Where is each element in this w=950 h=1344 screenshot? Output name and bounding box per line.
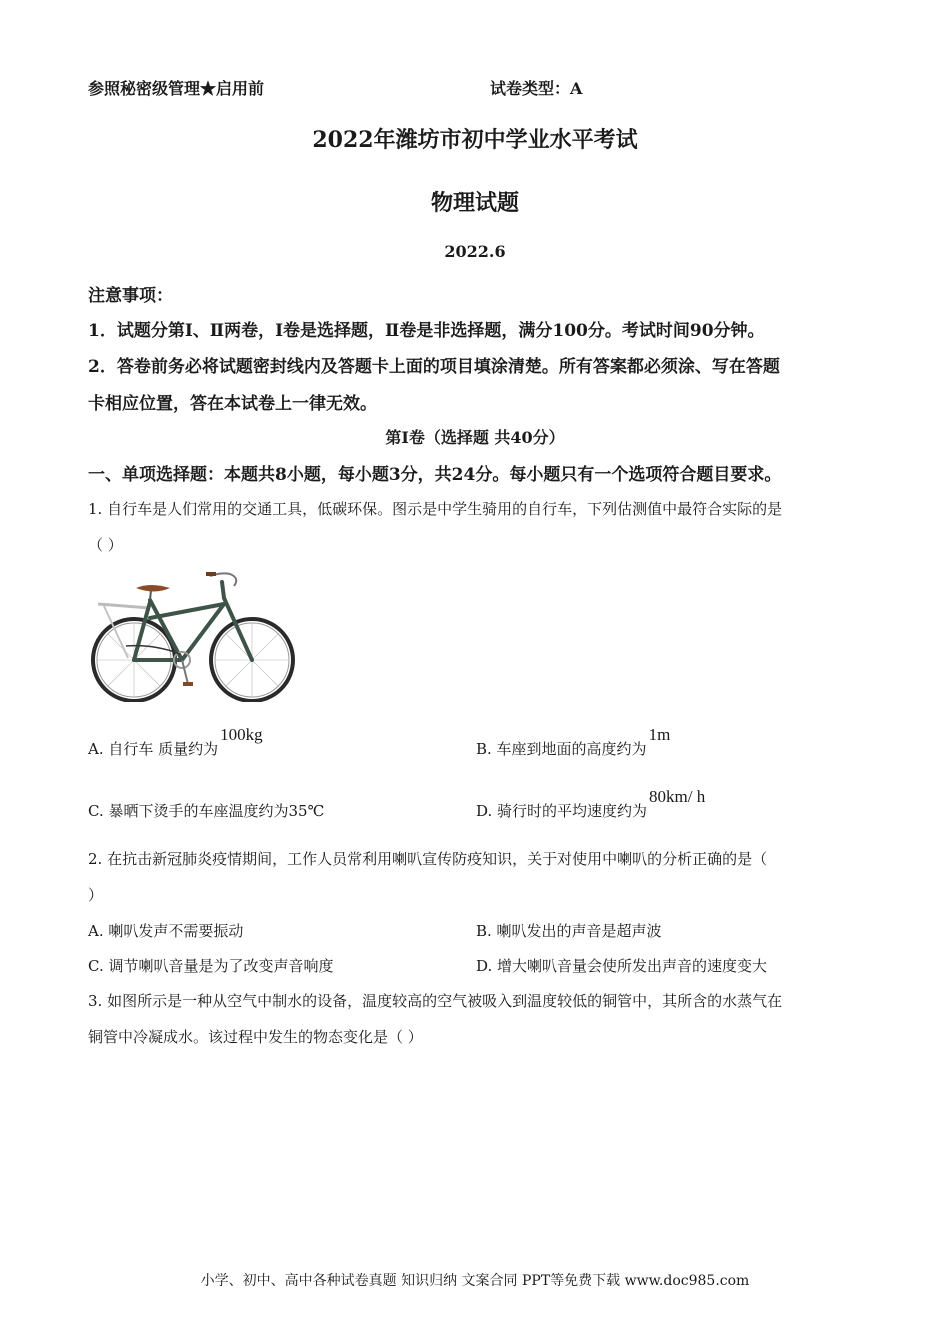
q2-stem-line-2: ） bbox=[88, 886, 104, 904]
section-title: 第Ⅰ卷（选择题 共40分） bbox=[385, 428, 565, 447]
q1-option-b-text: B. 车座到地面的高度约为 bbox=[476, 740, 647, 758]
notes-item-2-line-2: 卡相应位置，答在本试卷上一律无效。 bbox=[88, 394, 377, 414]
q1-option-a-text: A. 自行车 质量约为 bbox=[88, 740, 219, 758]
bicycle-image bbox=[84, 562, 296, 702]
exam-date: 2022.6 bbox=[444, 242, 506, 261]
q1-option-b-value: 1m bbox=[648, 725, 671, 744]
q1-stem-line-1: 1. 自行车是人们常用的交通工具，低碳环保。图示是中学生骑用的自行车，下列估测值中最符合实际的是 bbox=[88, 500, 783, 518]
q1-option-d-value: 80km/ h bbox=[649, 787, 706, 806]
q1-option-a[interactable] bbox=[88, 725, 263, 759]
exam-subtitle: 物理试题 bbox=[430, 190, 519, 216]
q2-option-c[interactable]: C. 调节喇叭音量是为了改变声音响度 bbox=[88, 957, 334, 975]
q1-option-d[interactable] bbox=[476, 787, 706, 821]
page-footer: 小学、初中、高中各种试卷真题 知识归纳 文案合同 PPT等免费下载 www.doc985.com bbox=[200, 1273, 750, 1289]
q3-stem-line-2: 铜管中冷凝成水。该过程中发生的物态变化是（ ） bbox=[88, 1028, 423, 1046]
q1-stem-line-2: （ ） bbox=[88, 536, 123, 554]
notes-item-2-line-1: 2．答卷前务必将试题密封线内及答题卡上面的项目填涂清楚。所有答案都必须涂、写在答题 bbox=[88, 357, 780, 377]
q2-option-a[interactable]: A. 喇叭发声不需要振动 bbox=[88, 922, 244, 940]
q2-stem-line-1: 2. 在抗击新冠肺炎疫情期间，工作人员常利用喇叭宣传防疫知识，关于对使用中喇叭的分析正确的是（ bbox=[88, 850, 768, 868]
q1-option-a-value: 100kg bbox=[220, 725, 263, 744]
q1-option-b[interactable] bbox=[476, 725, 671, 759]
paper-type-label: 试卷类型：A bbox=[490, 79, 583, 98]
q2-option-b[interactable]: B. 喇叭发出的声音是超声波 bbox=[476, 922, 662, 940]
notes-item-1: 1．试题分第Ⅰ、Ⅱ两卷，Ⅰ卷是选择题，Ⅱ卷是非选择题，满分100分。考试时间90分钟。 bbox=[88, 321, 765, 341]
confidentiality-label: 参照秘密级管理★启用前 bbox=[88, 79, 265, 98]
q1-option-d-text: D. 骑行时的平均速度约为 bbox=[476, 802, 648, 820]
q3-stem-line-1: 3. 如图所示是一种从空气中制水的设备，温度较高的空气被吸入到温度较低的铜管中，其所含的水蒸气在 bbox=[88, 992, 783, 1010]
part1-instructions: 一、单项选择题：本题共8小题，每小题3分，共24分。每小题只有一个选项符合题目要求。 bbox=[88, 465, 782, 485]
q1-option-c[interactable]: C. 暴晒下烫手的车座温度约为35℃ bbox=[88, 802, 325, 820]
q2-option-d[interactable]: D. 增大喇叭音量会使所发出声音的速度变大 bbox=[476, 957, 768, 975]
notes-heading: 注意事项： bbox=[88, 286, 173, 306]
exam-title: 2022年潍坊市初中学业水平考试 bbox=[312, 127, 638, 153]
